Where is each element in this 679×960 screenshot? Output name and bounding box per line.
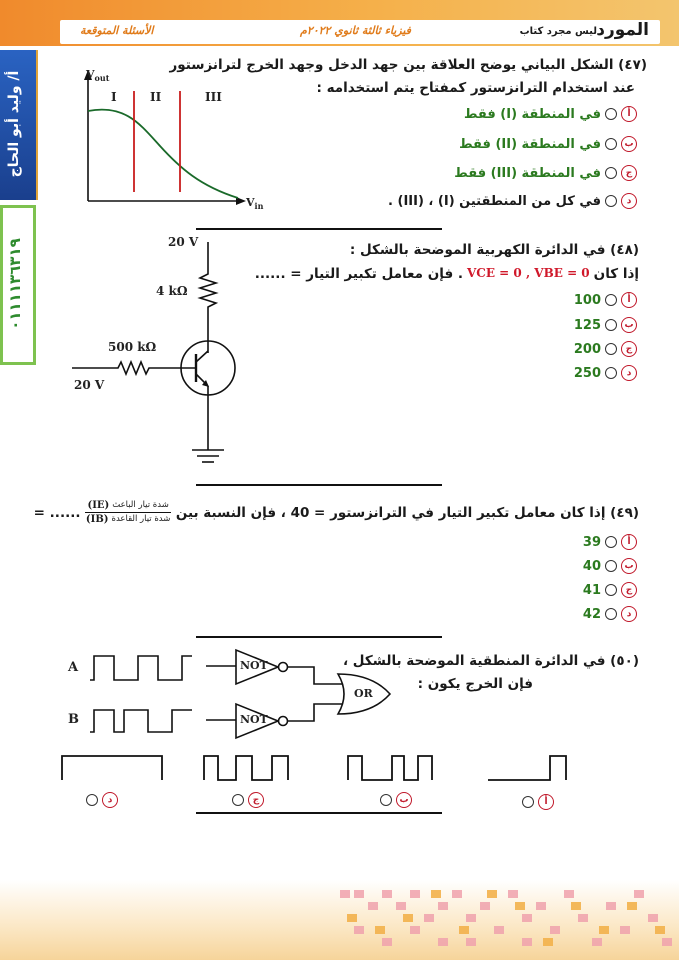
base-resistor xyxy=(112,362,152,374)
side-phone: ٠١١١١٣٦٣١٩ xyxy=(6,238,24,330)
frac-top-text: شدة تيار الباعث xyxy=(112,500,169,510)
graph-y-label: $V_{out}$ xyxy=(86,68,110,84)
answer-wave-d xyxy=(62,756,162,780)
or-gate-label: OR xyxy=(354,687,373,700)
option-marker-icon: أ xyxy=(621,292,637,308)
option-marker-icon: أ xyxy=(621,106,637,122)
q47-option-c[interactable] xyxy=(454,165,637,181)
radio-circle-icon[interactable] xyxy=(605,536,617,548)
radio-circle-icon[interactable] xyxy=(522,796,534,808)
option-text: في المنطقة (III) فقط xyxy=(454,165,601,181)
q50-line1: (٥٠) في الدائرة المنطقية الموضحة بالشكل ، xyxy=(342,653,639,669)
graph-region-3: III xyxy=(205,90,222,104)
option-text: في المنطقة (II) فقط xyxy=(459,136,601,152)
q50-answer-waveforms xyxy=(56,750,576,786)
q49-fraction xyxy=(85,500,170,525)
option-marker-icon: د xyxy=(621,365,637,381)
footer-pattern xyxy=(330,880,679,960)
option-marker-icon: د xyxy=(102,792,118,808)
q47-line2: عند استخدام الترانزستور كمفتاح يتم استخدامه : xyxy=(316,80,635,96)
option-marker-icon: ب xyxy=(621,136,637,152)
option-marker-icon: ب xyxy=(396,792,412,808)
divider-q47-q48 xyxy=(196,228,442,230)
radio-circle-icon[interactable] xyxy=(605,584,617,596)
q48-line2-b: . فإن معامل تكبير التيار = ...... xyxy=(254,266,463,282)
q49-option-b[interactable] xyxy=(583,558,637,574)
radio-circle-icon[interactable] xyxy=(605,367,617,379)
option-text: 250 xyxy=(573,365,601,381)
q48-vce: VCE = 0 , VBE = 0 xyxy=(467,266,590,280)
q48-line2 xyxy=(255,266,639,282)
q49-text: (٤٩) إذا كان معامل تكبير التيار في الترانزستور = 40 ، فإن النسبة بين xyxy=(175,504,639,521)
radio-circle-icon[interactable] xyxy=(605,138,617,150)
radio-circle-icon[interactable] xyxy=(605,195,617,207)
option-text: 125 xyxy=(573,317,601,333)
option-text: 40 xyxy=(582,558,601,574)
q49-line xyxy=(34,500,639,525)
radio-circle-icon[interactable] xyxy=(605,167,617,179)
radio-circle-icon[interactable] xyxy=(605,319,617,331)
q49-option-a[interactable] xyxy=(583,534,637,550)
q50-line2: فإن الخرج يكون : xyxy=(417,676,533,692)
q49-option-d[interactable] xyxy=(583,606,637,622)
option-text: في كل من المنطقتين (I) ، (III) . xyxy=(388,193,601,209)
radio-circle-icon[interactable] xyxy=(605,108,617,120)
q49-tail: = ...... xyxy=(33,504,81,521)
q48-option-c[interactable] xyxy=(574,341,637,357)
radio-circle-icon[interactable] xyxy=(605,608,617,620)
graph-region-1: I xyxy=(111,90,117,104)
q47-graph xyxy=(70,64,260,214)
circuit-vcc: 20 V xyxy=(168,235,199,249)
q47-line1: (٤٧) الشكل البياني يوضح العلاقة بين جهد الدخل وجهد الخرج لترانزستور xyxy=(169,57,647,73)
option-text: 41 xyxy=(582,582,601,598)
divider-bottom xyxy=(196,812,442,814)
option-text: في المنطقة (I) فقط xyxy=(463,106,601,122)
graph-region-2: II xyxy=(150,90,162,104)
option-marker-icon: د xyxy=(621,193,637,209)
frac-bottom-text: شدة تيار القاعدة xyxy=(111,514,171,524)
not-gate-1-label: NOT xyxy=(240,659,268,672)
waveform-b xyxy=(90,710,192,732)
option-text: 100 xyxy=(573,292,601,308)
graph-x-label: $V_{in}$ xyxy=(246,196,264,212)
option-marker-icon: ج xyxy=(621,582,637,598)
circuit-rb: 500 kΩ xyxy=(108,340,157,354)
q48-option-a[interactable] xyxy=(574,292,637,308)
radio-circle-icon[interactable] xyxy=(380,794,392,806)
header-subject: فيزياء ثالثة ثانوي ٢٠٢٢م xyxy=(300,24,411,37)
frac-bottom-symbol: (IB) xyxy=(85,514,109,525)
option-marker-icon: د xyxy=(621,606,637,622)
header-section: الأسئلة المتوقعة xyxy=(80,24,154,37)
circuit-vin: 20 V xyxy=(74,378,105,392)
option-marker-icon: أ xyxy=(538,794,554,810)
q48-line1: (٤٨) في الدائرة الكهربية الموضحة بالشكل : xyxy=(349,242,639,258)
q49-option-c[interactable] xyxy=(583,582,637,598)
option-marker-icon: ج xyxy=(621,165,637,181)
input-b-label: B xyxy=(68,712,79,727)
circuit-rc: 4 kΩ xyxy=(156,284,188,298)
waveform-a xyxy=(90,656,192,680)
answer-wave-b xyxy=(348,756,432,780)
not-gate-2-label: NOT xyxy=(240,713,268,726)
q50-option-a[interactable] xyxy=(522,794,554,810)
input-a-label: A xyxy=(68,660,79,675)
q48-line2-a: إذا كان xyxy=(593,266,639,282)
divider-q48-q49 xyxy=(196,484,442,486)
radio-circle-icon[interactable] xyxy=(86,794,98,806)
q47-option-a[interactable] xyxy=(464,106,637,122)
option-marker-icon: ب xyxy=(621,558,637,574)
side-author: أ/ وليد أبو الحاج xyxy=(6,70,22,178)
answer-wave-c xyxy=(204,756,288,780)
q48-option-b[interactable] xyxy=(574,317,637,333)
q50-option-c[interactable] xyxy=(232,792,264,808)
header-slogan: ليس مجرد كتاب xyxy=(519,26,597,37)
radio-circle-icon[interactable] xyxy=(232,794,244,806)
option-text: 39 xyxy=(582,534,601,550)
radio-circle-icon[interactable] xyxy=(605,560,617,572)
option-marker-icon: ب xyxy=(621,317,637,333)
option-marker-icon: ج xyxy=(248,792,264,808)
q50-option-d[interactable] xyxy=(86,792,118,808)
divider-q49-q50 xyxy=(196,636,442,638)
option-text: 42 xyxy=(582,606,601,622)
option-text: 200 xyxy=(573,341,601,357)
q47-option-b[interactable] xyxy=(459,136,637,152)
q48-circuit xyxy=(60,238,260,478)
q50-option-b[interactable] xyxy=(380,792,412,808)
q48-option-d[interactable] xyxy=(574,365,637,381)
radio-circle-icon[interactable] xyxy=(605,343,617,355)
radio-circle-icon[interactable] xyxy=(605,294,617,306)
frac-top-symbol: (IE) xyxy=(87,500,110,511)
q47-option-d[interactable] xyxy=(388,193,637,209)
answer-wave-a xyxy=(488,756,566,780)
collector-resistor xyxy=(200,268,216,314)
option-marker-icon: ج xyxy=(621,341,637,357)
graph-curve xyxy=(88,110,238,198)
header-brand: المورد xyxy=(596,20,649,40)
option-marker-icon: أ xyxy=(621,534,637,550)
